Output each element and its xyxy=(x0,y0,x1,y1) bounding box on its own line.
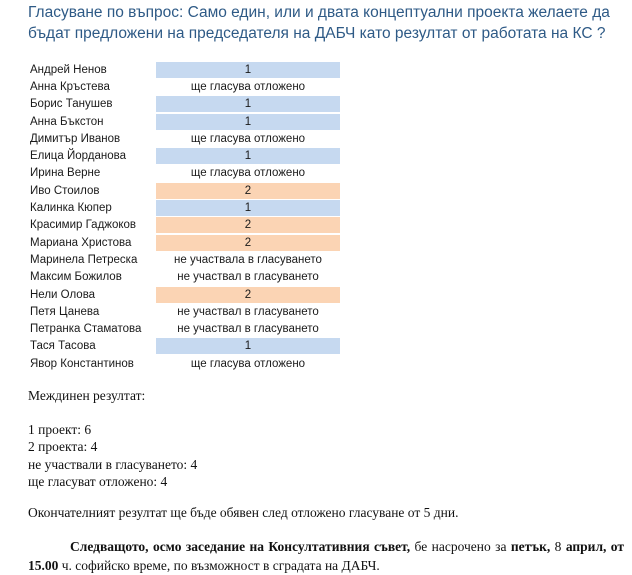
vote-row xyxy=(30,251,340,268)
announcement-bold-5: април, от 15.00 xyxy=(28,539,624,573)
voter-name: Мариана Христова xyxy=(30,236,132,249)
voter-name: Анна Кръстева xyxy=(30,80,110,93)
voter-name: Явор Константинов xyxy=(30,357,134,370)
voter-name: Максим Божилов xyxy=(30,271,122,284)
voter-name: Тася Тасова xyxy=(30,340,96,353)
vote-value: 1 xyxy=(156,96,340,112)
voter-name: Андрей Ненов xyxy=(30,63,107,76)
announcement-bold-3: петък, xyxy=(510,539,551,554)
vote-row xyxy=(30,147,340,164)
vote-value: 1 xyxy=(156,338,340,354)
vote-value: 2 xyxy=(156,217,340,233)
vote-row xyxy=(30,217,340,234)
announcement-text-4: 8 xyxy=(550,539,566,554)
votes-table xyxy=(30,61,340,372)
vote-row xyxy=(30,78,340,95)
vote-value: ще гласува отложено xyxy=(190,80,306,93)
vote-row xyxy=(30,286,340,303)
interim-result-counts xyxy=(28,421,197,490)
voter-name: Димитър Иванов xyxy=(30,132,121,145)
vote-row xyxy=(30,96,340,113)
final-result-note: Окончателният резултат ще бъде обявен след отложено гласуване от 5 дни. xyxy=(28,505,459,520)
vote-row xyxy=(30,182,340,199)
next-meeting-announcement xyxy=(28,537,624,575)
vote-row xyxy=(30,338,340,355)
vote-value: 1 xyxy=(156,114,340,130)
vote-value: 2 xyxy=(156,183,340,199)
vote-value: не участвал в гласуването xyxy=(177,323,319,336)
voter-name: Анна Бъкстон xyxy=(30,115,104,128)
vote-row xyxy=(30,303,340,320)
announcement-text-2: бе насрочено за xyxy=(410,539,511,554)
count-not-voted: не участвали в гласуването: 4 xyxy=(28,456,198,472)
vote-value: 2 xyxy=(156,235,340,251)
count-two-projects: 2 проекта: 4 xyxy=(28,439,98,455)
vote-value: 1 xyxy=(156,62,340,78)
announcement-bold-1: Следващото, осмо заседание на Консултативния съвет, xyxy=(70,539,411,554)
voter-name: Нели Олова xyxy=(30,288,96,301)
vote-row xyxy=(30,130,340,147)
vote-value: ще гласува отложено xyxy=(190,357,306,370)
vote-value: не участвал в гласуването xyxy=(177,305,319,318)
voter-name: Петранка Стаматова xyxy=(30,323,142,336)
vote-value: ще гласува отложено xyxy=(190,132,306,145)
vote-row xyxy=(30,269,340,286)
vote-value: 2 xyxy=(156,287,340,303)
question-title: Гласуване по въпрос: Само един, или и двата концептуални проекта желаете да бъдат предложени на председателя на ДАБЧ като резултат от работата на КС ? xyxy=(28,4,610,42)
vote-row xyxy=(30,355,340,372)
vote-value: 1 xyxy=(156,200,340,216)
vote-row xyxy=(30,320,340,337)
vote-row xyxy=(30,234,340,251)
vote-row xyxy=(30,199,340,216)
vote-value: 1 xyxy=(156,148,340,164)
voter-name: Красимир Гаджоков xyxy=(30,219,137,232)
vote-row xyxy=(30,113,340,130)
vote-row xyxy=(30,165,340,182)
voter-name: Петя Цанева xyxy=(30,305,100,318)
count-one-project: 1 проект: 6 xyxy=(28,422,92,437)
voter-name: Иво Стоилов xyxy=(30,184,100,197)
voter-name: Ирина Верне xyxy=(30,167,101,180)
vote-value: ще гласува отложено xyxy=(190,167,306,180)
interim-result-label: Междинен резултат: xyxy=(28,388,146,403)
voter-name: Маринела Петреска xyxy=(30,253,138,266)
vote-value: не участвала в гласуването xyxy=(174,253,322,266)
voter-name: Борис Танушев xyxy=(30,98,113,111)
voter-name: Елица Йорданова xyxy=(30,150,127,163)
voter-name: Калинка Кюпер xyxy=(30,202,112,215)
count-deferred: ще гласуват отложено: 4 xyxy=(28,473,168,489)
vote-row xyxy=(30,61,340,78)
announcement-text-6: ч. софийско време, по възможност в сградата на ДАБЧ. xyxy=(58,558,380,573)
vote-value: не участвал в гласуването xyxy=(177,271,319,284)
